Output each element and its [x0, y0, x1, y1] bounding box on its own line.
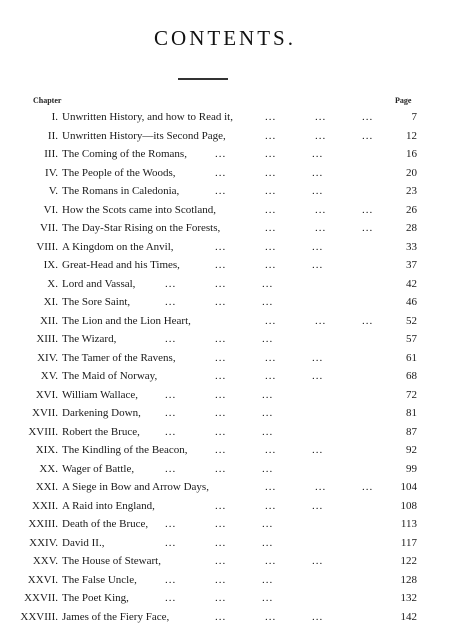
chapter-number: XXIV.	[29, 536, 58, 549]
leader-dots: ...	[165, 333, 177, 345]
page-number: 72	[406, 388, 417, 401]
chapter-title: David II.,	[62, 536, 105, 549]
chapter-title: The Coming of the Romans,	[62, 148, 187, 160]
leader-dots: ...	[265, 222, 277, 234]
toc-entry	[0, 330, 450, 349]
chapter-title: The Day-Star Rising on the Forests,	[62, 222, 221, 234]
chapter-title: The People of the Woods,	[62, 166, 176, 179]
chapter-number: XXI.	[35, 481, 58, 493]
chapter-column-header: Chapter	[33, 96, 62, 105]
leader-dots: ...	[165, 407, 177, 419]
page-number: 99	[406, 462, 417, 475]
chapter-number: XXII.	[32, 499, 58, 512]
page-number: 61	[406, 351, 417, 364]
chapter-number: X.	[47, 277, 58, 290]
leader-dots: ...	[215, 499, 227, 512]
chapter-title: Darkening Down,	[62, 407, 141, 419]
leader-dots: ...	[362, 481, 374, 493]
toc-entry	[0, 238, 450, 257]
leader-dots: ...	[215, 536, 227, 549]
chapter-number: XXVIII.	[20, 610, 58, 623]
chapter-title: Unwritten History—its Second Page,	[62, 129, 226, 142]
leader-dots: ...	[315, 222, 327, 234]
page-column-header: Page	[395, 96, 412, 105]
leader-dots: ...	[315, 481, 327, 493]
leader-dots: ...	[215, 277, 227, 290]
leader-dots: ...	[165, 277, 177, 290]
leader-dots: ...	[262, 518, 274, 530]
toc-entry	[0, 275, 450, 294]
leader-dots: ...	[215, 573, 227, 586]
leader-dots: ...	[265, 166, 277, 179]
leader-dots: ...	[215, 555, 227, 567]
page-number: 132	[400, 592, 417, 604]
leader-dots: ...	[312, 185, 324, 197]
chapter-number: XX.	[39, 462, 58, 475]
toc-entry	[0, 367, 450, 386]
leader-dots: ...	[165, 425, 177, 438]
chapter-number: IX.	[43, 259, 58, 271]
page-number: 122	[400, 555, 417, 567]
leader-dots: ...	[262, 333, 274, 345]
chapter-title: Great-Head and his Times,	[62, 259, 180, 271]
leader-dots: ...	[165, 462, 177, 475]
leader-dots: ...	[262, 462, 274, 475]
chapter-title: Lord and Vassal,	[62, 277, 136, 290]
toc-entry	[0, 460, 450, 479]
chapter-title: A Siege in Bow and Arrow Days,	[62, 481, 209, 493]
leader-dots: ...	[215, 407, 227, 419]
chapter-title: The Tamer of the Ravens,	[62, 351, 176, 364]
leader-dots: ...	[215, 148, 227, 160]
leader-dots: ...	[165, 518, 177, 530]
page-number: 46	[406, 296, 417, 308]
toc-entry	[0, 608, 450, 627]
leader-dots: ...	[315, 203, 327, 216]
chapter-number: XV.	[40, 370, 58, 382]
leader-dots: ...	[215, 592, 227, 604]
chapter-title: The Wizard,	[62, 333, 117, 345]
leader-dots: ...	[262, 407, 274, 419]
leader-dots: ...	[265, 148, 277, 160]
chapter-number: XVII.	[32, 407, 58, 419]
chapter-number: XIV.	[37, 351, 58, 364]
leader-dots: ...	[215, 444, 227, 456]
leader-dots: ...	[315, 129, 327, 142]
page-number: 23	[406, 185, 417, 197]
leader-dots: ...	[362, 111, 374, 123]
toc-entry	[0, 182, 450, 201]
chapter-number: XXVII.	[24, 592, 58, 604]
page-number: 117	[400, 536, 417, 549]
chapter-number: XVIII.	[28, 425, 58, 438]
page-title: CONTENTS.	[154, 26, 296, 50]
leader-dots: ...	[215, 296, 227, 308]
leader-dots: ...	[262, 425, 274, 438]
leader-dots: ...	[265, 351, 277, 364]
leader-dots: ...	[265, 111, 277, 123]
leader-dots: ...	[362, 129, 374, 142]
page-number: 128	[400, 573, 417, 586]
leader-dots: ...	[312, 240, 324, 253]
leader-dots: ...	[312, 444, 324, 456]
chapter-number: XI.	[43, 296, 58, 308]
toc-entry	[0, 108, 450, 127]
chapter-title: The Sore Saint,	[62, 296, 131, 308]
toc-entry	[0, 478, 450, 497]
page-number: 108	[400, 499, 417, 512]
leader-dots: ...	[312, 555, 324, 567]
leader-dots: ...	[215, 370, 227, 382]
toc-entry	[0, 349, 450, 368]
leader-dots: ...	[215, 166, 227, 179]
leader-dots: ...	[312, 166, 324, 179]
toc-entry	[0, 534, 450, 553]
chapter-number: VII.	[39, 222, 58, 234]
chapter-number: XXV.	[32, 555, 58, 567]
toc-entry	[0, 164, 450, 183]
leader-dots: ...	[362, 314, 374, 327]
chapter-title: Wager of Battle,	[62, 462, 135, 475]
chapter-number: II.	[47, 129, 58, 142]
toc-entry	[0, 256, 450, 275]
chapter-title: How the Scots came into Scotland,	[62, 203, 216, 216]
leader-dots: ...	[262, 277, 274, 290]
toc-entry	[0, 312, 450, 331]
leader-dots: ...	[165, 536, 177, 549]
page-number: 87	[406, 425, 417, 438]
page-number: 104	[400, 481, 417, 493]
toc-entry	[0, 589, 450, 608]
page-number: 81	[406, 407, 417, 419]
leader-dots: ...	[312, 148, 324, 160]
toc-entry	[0, 441, 450, 460]
toc-entry	[0, 293, 450, 312]
leader-dots: ...	[265, 185, 277, 197]
chapter-number: XIII.	[36, 333, 58, 345]
page-number: 113	[400, 518, 417, 530]
chapter-number: VI.	[43, 203, 58, 216]
chapter-title: A Raid into England,	[62, 499, 155, 512]
leader-dots: ...	[265, 610, 277, 623]
leader-dots: ...	[262, 536, 274, 549]
chapter-number: XIX.	[35, 444, 58, 456]
chapter-number: IV.	[45, 166, 58, 179]
toc-entry	[0, 127, 450, 146]
page-number: 68	[406, 370, 417, 382]
chapter-title: William Wallace,	[62, 388, 139, 401]
leader-dots: ...	[265, 499, 277, 512]
chapter-number: VIII.	[36, 240, 58, 253]
leader-dots: ...	[265, 555, 277, 567]
page-number: 16	[406, 148, 417, 160]
leader-dots: ...	[312, 499, 324, 512]
page-number: 52	[406, 314, 417, 327]
chapter-title: The Poet King,	[62, 592, 129, 604]
leader-dots: ...	[215, 333, 227, 345]
page-number: 7	[411, 111, 417, 123]
leader-dots: ...	[215, 351, 227, 364]
chapter-title: James of the Fiery Face,	[62, 610, 170, 623]
chapter-title: Robert the Bruce,	[62, 425, 140, 438]
chapter-title: The Lion and the Lion Heart,	[62, 314, 191, 327]
leader-dots: ...	[315, 314, 327, 327]
toc-entry	[0, 552, 450, 571]
chapter-number: XXIII.	[28, 518, 58, 530]
leader-dots: ...	[265, 370, 277, 382]
leader-dots: ...	[265, 259, 277, 271]
leader-dots: ...	[165, 573, 177, 586]
page-number: 92	[406, 444, 417, 456]
leader-dots: ...	[215, 240, 227, 253]
page-number: 42	[406, 277, 417, 290]
chapter-number: XVI.	[35, 388, 58, 401]
leader-dots: ...	[265, 314, 277, 327]
title-divider	[178, 78, 228, 80]
leader-dots: ...	[165, 592, 177, 604]
chapter-number: V.	[48, 185, 58, 197]
toc-entry	[0, 219, 450, 238]
leader-dots: ...	[215, 610, 227, 623]
leader-dots: ...	[215, 425, 227, 438]
page-number: 20	[406, 166, 417, 179]
chapter-title: The False Uncle,	[62, 573, 137, 586]
leader-dots: ...	[165, 388, 177, 401]
chapter-title: Death of the Bruce,	[62, 518, 149, 530]
leader-dots: ...	[215, 462, 227, 475]
leader-dots: ...	[312, 370, 324, 382]
leader-dots: ...	[362, 222, 374, 234]
toc-entry	[0, 571, 450, 590]
page-number: 26	[406, 203, 417, 216]
page-number: 28	[406, 222, 417, 234]
leader-dots: ...	[265, 444, 277, 456]
page-number: 142	[400, 610, 417, 623]
leader-dots: ...	[265, 129, 277, 142]
leader-dots: ...	[265, 481, 277, 493]
leader-dots: ...	[262, 388, 274, 401]
toc-entry	[0, 515, 450, 534]
chapter-number: XXVI.	[27, 573, 58, 586]
toc-entry	[0, 201, 450, 220]
leader-dots: ...	[265, 240, 277, 253]
chapter-number: XII.	[39, 314, 58, 327]
leader-dots: ...	[312, 259, 324, 271]
leader-dots: ...	[262, 296, 274, 308]
chapter-number: I.	[51, 111, 58, 123]
toc-entry	[0, 386, 450, 405]
chapter-title: Unwritten History, and how to Read it,	[62, 111, 233, 123]
chapter-number: III.	[44, 148, 58, 160]
toc-entry	[0, 404, 450, 423]
leader-dots: ...	[215, 518, 227, 530]
leader-dots: ...	[265, 203, 277, 216]
leader-dots: ...	[315, 111, 327, 123]
chapter-title: The Kindling of the Beacon,	[62, 444, 188, 456]
leader-dots: ...	[262, 573, 274, 586]
table-of-contents	[0, 108, 450, 626]
page-number: 57	[406, 333, 417, 345]
leader-dots: ...	[215, 259, 227, 271]
toc-entry	[0, 423, 450, 442]
chapter-title: The House of Stewart,	[62, 555, 161, 567]
leader-dots: ...	[215, 388, 227, 401]
leader-dots: ...	[312, 610, 324, 623]
leader-dots: ...	[312, 351, 324, 364]
leader-dots: ...	[215, 185, 227, 197]
chapter-title: A Kingdom on the Anvil,	[62, 240, 174, 253]
toc-entry	[0, 145, 450, 164]
page-number: 12	[406, 129, 417, 142]
page-number: 33	[406, 240, 417, 253]
leader-dots: ...	[362, 203, 374, 216]
leader-dots: ...	[165, 296, 177, 308]
chapter-title: The Maid of Norway,	[62, 370, 158, 382]
page-number: 37	[406, 259, 417, 271]
toc-entry	[0, 497, 450, 516]
chapter-title: The Romans in Caledonia,	[62, 185, 180, 197]
leader-dots: ...	[262, 592, 274, 604]
